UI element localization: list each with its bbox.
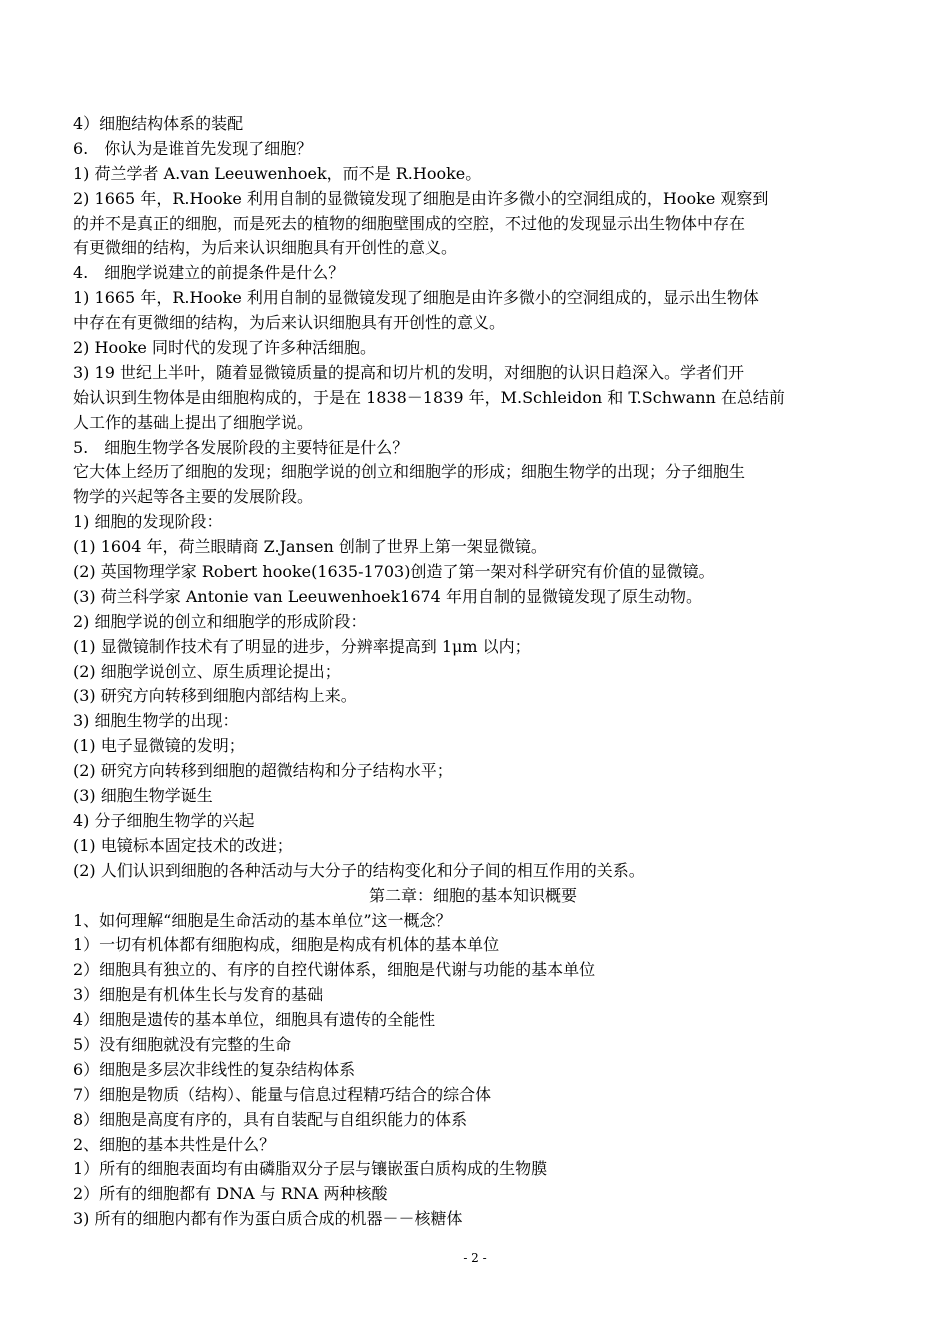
text-line: 8）细胞是高度有序的，具有自装配与自组织能力的体系 bbox=[73, 1109, 468, 1129]
question-heading: 1、如何理解“细胞是生命活动的基本单位”这一概念？ bbox=[73, 910, 452, 930]
text-line: 2) Hooke 同时代的发现了许多种活细胞。 bbox=[73, 338, 376, 358]
text-line: 2）细胞具有独立的、有序的自控代谢体系，细胞是代谢与功能的基本单位 bbox=[73, 960, 596, 980]
text-line: 1) 1665 年，R.Hooke 利用自制的显微镜发现了细胞是由许多微小的空洞组成的，显示出生物体 bbox=[73, 288, 759, 308]
text-line: 3) 所有的细胞内都有作为蛋白质合成的机器－－核糖体 bbox=[73, 1209, 463, 1229]
text-line: 4) 分子细胞生物学的兴起 bbox=[73, 810, 255, 830]
text-line: 2) 细胞学说的创立和细胞学的形成阶段： bbox=[73, 611, 367, 631]
text-line: 1）一切有机体都有细胞构成，细胞是构成有机体的基本单位 bbox=[73, 935, 500, 955]
text-line: 2）所有的细胞都有 DNA 与 RNA 两种核酸 bbox=[73, 1184, 388, 1204]
text-line: 1) 荷兰学者 A.van Leeuwenhoek，而不是 R.Hooke。 bbox=[73, 163, 482, 183]
page-number: - 2 - bbox=[463, 1251, 487, 1265]
question-heading: 2、细胞的基本共性是什么？ bbox=[73, 1134, 276, 1154]
text-line: (1) 显微镜制作技术有了明显的进步，分辨率提高到 1μm 以内； bbox=[73, 636, 531, 656]
text-line: 中存在有更微细的结构，为后来认识细胞具有开创性的意义。 bbox=[73, 313, 506, 333]
text-line: 始认识到生物体是由细胞构成的，于是在 1838－1839 年，M.Schleidon 和 T.Schwann 在总结前 bbox=[73, 387, 785, 407]
text-line: (2) 人们认识到细胞的各种活动与大分子的结构变化和分子间的相互作用的关系。 bbox=[73, 860, 645, 880]
text-line: 3）细胞是有机体生长与发育的基础 bbox=[73, 985, 324, 1005]
text-line: 6）细胞是多层次非线性的复杂结构体系 bbox=[73, 1059, 356, 1079]
text-line: (2) 研究方向转移到细胞的超微结构和分子结构水平； bbox=[73, 761, 453, 781]
text-line: (3) 研究方向转移到细胞内部结构上来。 bbox=[73, 686, 357, 706]
text-line: (2) 细胞学说创立、原生质理论提出； bbox=[73, 661, 341, 681]
text-line: 7）细胞是物质（结构）、能量与信息过程精巧结合的综合体 bbox=[73, 1084, 492, 1104]
text-line: 物学的兴起等各主要的发展阶段。 bbox=[73, 487, 314, 507]
document-body bbox=[73, 112, 873, 1232]
text-line: 它大体上经历了细胞的发现；细胞学说的创立和细胞学的形成；细胞生物学的出现；分子细胞生 bbox=[73, 462, 746, 482]
question-heading: 6. 你认为是谁首先发现了细胞？ bbox=[73, 138, 313, 158]
text-line: 1) 细胞的发现阶段： bbox=[73, 512, 223, 532]
text-line: 5）没有细胞就没有完整的生命 bbox=[73, 1034, 292, 1054]
text-line: (1) 电子显微镜的发明； bbox=[73, 736, 245, 756]
text-line: 2) 1665 年，R.Hooke 利用自制的显微镜发现了细胞是由许多微小的空洞组成的，Hooke 观察到 bbox=[73, 188, 769, 208]
text-line: 人工作的基础上提出了细胞学说。 bbox=[73, 412, 314, 432]
question-heading: 4. 细胞学说建立的前提条件是什么？ bbox=[73, 263, 345, 283]
text-line: 有更微细的结构，为后来认识细胞具有开创性的意义。 bbox=[73, 238, 458, 258]
text-line: (1) 1604 年，荷兰眼睛商 Z.Jansen 创制了世界上第一架显微镜。 bbox=[73, 537, 547, 557]
text-line: (3) 荷兰科学家 Antonie van Leeuwenhoek1674 年用自制的显微镜发现了原生动物。 bbox=[73, 586, 702, 606]
text-line: (2) 英国物理学家 Robert hooke(1635-1703)创造了第一架对科学研究有价值的显微镜。 bbox=[73, 562, 715, 582]
text-line: 4）细胞结构体系的装配 bbox=[73, 114, 244, 133]
text-line: 的并不是真正的细胞，而是死去的植物的细胞壁围成的空腔，不过他的发现显示出生物体中存在 bbox=[73, 213, 746, 233]
text-line: 1）所有的细胞表面均有由磷脂双分子层与镶嵌蛋白质构成的生物膜 bbox=[73, 1159, 548, 1179]
text-line: (3) 细胞生物学诞生 bbox=[73, 786, 213, 806]
text-line: 3) 细胞生物学的出现： bbox=[73, 711, 239, 731]
chapter-title: 第二章：细胞的基本知识概要 bbox=[368, 885, 577, 905]
text-line: 4）细胞是遗传的基本单位，细胞具有遗传的全能性 bbox=[73, 1010, 436, 1030]
question-heading: 5. 细胞生物学各发展阶段的主要特征是什么？ bbox=[73, 437, 409, 457]
text-line: (1) 电镜标本固定技术的改进； bbox=[73, 835, 293, 855]
text-line: 3) 19 世纪上半叶，随着显微镜质量的提高和切片机的发明，对细胞的认识日趋深入。学者们开 bbox=[73, 362, 744, 382]
